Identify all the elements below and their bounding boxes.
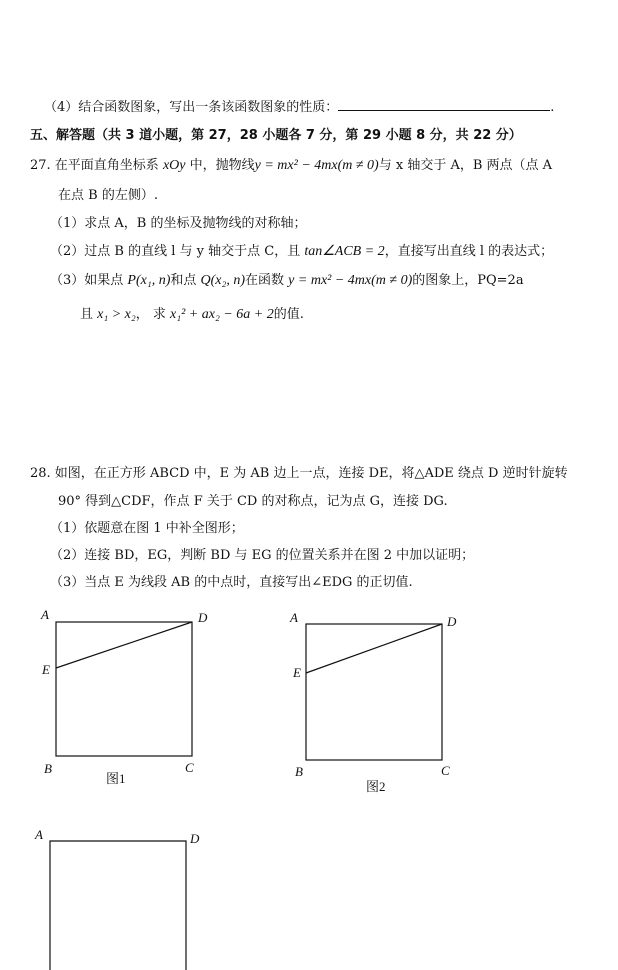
q27-part2-text-a: （2）过点 B 的直线 l 与 y 轴交于点 C，且 (50, 244, 305, 259)
fig1-label-c: C (185, 760, 194, 775)
fig1-label-e: E (42, 662, 50, 677)
q28-line2: 90° 得到△CDF，作点 F 关于 CD 的对称点，记为点 G，连接 DG. (58, 494, 448, 509)
q27-part3-text-c: 在函数 (245, 273, 289, 288)
q28-line1: 28. 如图，在正方形 ABCD 中，E 为 AB 边上一点，连接 DE，将△ADE 绕点 D 逆时针旋转 (30, 466, 568, 481)
section-5-title: 五、解答题（共 3 道小题，第 27，28 小题各 7 分，第 29 小题 8 分，共 22 分） (30, 128, 522, 143)
fig2-label-d: D (447, 614, 457, 629)
fig2-label-a: A (290, 610, 298, 625)
q27-function: y = mx² − 4mx(m ≠ 0) (288, 273, 413, 288)
q28-part1: （1）依题意在图 1 中补全图形； (50, 521, 244, 536)
fig1-label-a: A (41, 607, 49, 622)
q26-part4-end: . (550, 100, 555, 115)
q27-part3-text-a: （3）如果点 (50, 273, 128, 288)
fig2-square (306, 624, 442, 760)
fig2-caption: 图2 (366, 779, 386, 794)
fig1-square (56, 622, 192, 756)
fig2-label-c: C (441, 763, 450, 778)
fig2-label-b: B (295, 764, 303, 779)
q27-tan: tan∠ACB = 2 (304, 244, 385, 259)
q27-part3-text-e: 且 (80, 307, 98, 322)
q26-part4-text: （4）结合函数图象，写出一条该函数图象的性质： (44, 100, 339, 115)
q27-xoy: xOy (162, 158, 186, 173)
q27-text-b: 中，抛物线 (185, 158, 255, 173)
q27-condition: x₁ > x₂ (97, 307, 136, 322)
q27-line2: 在点 B 的左侧）. (58, 188, 158, 203)
q27-text-a: 27. 在平面直角坐标系 (30, 158, 163, 173)
fig3-label-d: D (190, 831, 200, 846)
q27-part3-text-g: 的值. (273, 307, 304, 322)
q27-part3-text-f: ， 求 (135, 307, 171, 322)
q27-text-c: 与 x 轴交于 A，B 两点（点 A (378, 158, 553, 173)
fig1-caption: 图1 (106, 771, 126, 786)
q27-point-q: Q(x₂, n) (200, 273, 246, 288)
fig2-label-e: E (293, 665, 301, 680)
q27-expression: x₁² + ax₂ − 6a + 2 (170, 307, 274, 322)
fig2-segment-de (306, 624, 442, 673)
fig3-label-a: A (35, 827, 43, 842)
fig1-segment-de (56, 622, 192, 668)
q27-part3-text-d: 的图象上，PQ=2a (412, 273, 524, 288)
q27-part3-text-b: 和点 (170, 273, 201, 288)
fig1-label-b: B (44, 761, 52, 776)
fig1-label-d: D (198, 610, 208, 625)
q27-point-p: P(x₁, n) (127, 273, 171, 288)
q27-parabola: y = mx² − 4mx(m ≠ 0) (254, 158, 379, 173)
q28-part2: （2）连接 BD，EG，判断 BD 与 EG 的位置关系并在图 2 中加以证明； (50, 548, 475, 563)
q27-part1: （1）求点 A，B 的坐标及抛物线的对称轴； (50, 216, 307, 231)
q27-part2-text-b: ，直接写出直线 l 的表达式； (384, 244, 554, 259)
fig3-square-partial (50, 841, 186, 970)
q28-part3: （3）当点 E 为线段 AB 的中点时，直接写出∠EDG 的正切值. (50, 575, 413, 590)
